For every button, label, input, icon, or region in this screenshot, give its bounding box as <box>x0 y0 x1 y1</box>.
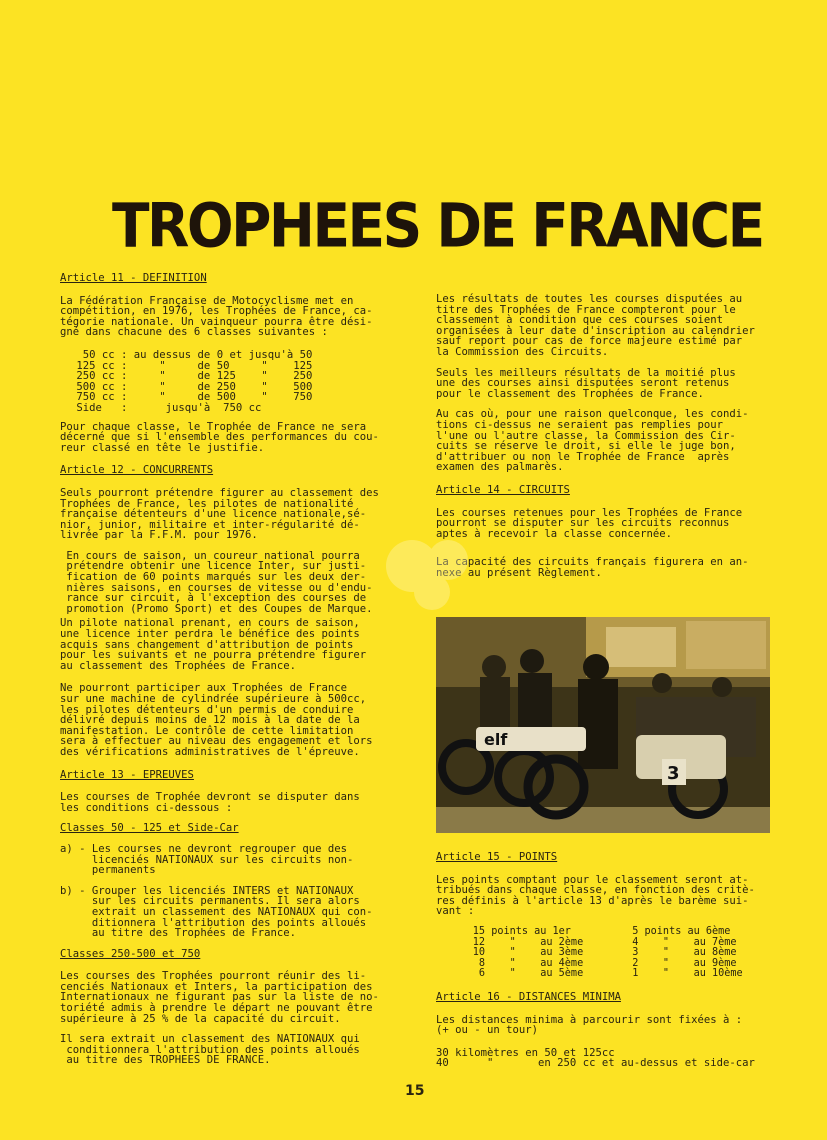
article-12-heading: Article 12 - CONCURRENTS <box>60 464 214 477</box>
article-13-paragraph: Les courses de Trophée devront se disputer dans les conditions ci-dessous : <box>60 791 360 814</box>
article-13-paragraph-conditions: Au cas où, pour une raison quelconque, les condi- tions ci-dessus ne seraient pas remplies pour l'une ou l'autre classe, la Commission des Cir- cuits se réserve le droit, si elle le juge bon, d'attribuer ou non le Trophée de France après examen des palmarès. <box>436 408 749 474</box>
racing-photo <box>436 617 770 833</box>
right-column <box>436 294 766 588</box>
classes-250-750-paragraph-2: Il sera extrait un classement des NATIONAUX qui conditionnera l'attribution des points alloués au titre des TROPHEES DE FRANCE. <box>60 1033 360 1067</box>
distances-list: 30 kilomètres en 50 et 125cc 40 " en 250 cc et au-dessus et side-car <box>436 1046 755 1070</box>
article-15-heading: Article 15 - POINTS <box>436 851 558 863</box>
sponsor-label: elf <box>484 730 508 749</box>
article-13-heading: Article 13 - EPREUVES <box>60 768 194 781</box>
article-11-heading: Article 11 - DEFINITION <box>60 272 207 284</box>
points-table: 15 points au 1er 5 points au 6ème 12 " au 2ème 4 " au 7ème 10 " au 3ème 3 " au 8ème 8 " au 4ème 2 " au 9ème 6 " au 5ème 1 " au 10ème <box>472 925 743 980</box>
article-16-paragraph: Les distances minima à parcourir sont fixées à : (+ ou - un tour) <box>436 1013 743 1037</box>
article-12-paragraph-4: Ne pourront participer aux Trophées de France sur une machine de cylindrée supérieure à 500cc, les pilotes détenteurs d'un permis de conduire délivré depuis moins de 12 mois à la date de la manifestation. Le contrôle de cette limitation sera à effectuer au niveau des engagement et lors des vérifications administratives de l'épreuve. <box>60 682 373 758</box>
rule-a: a) - Les courses ne devront regrouper que des licenciés NATIONAUX sur les circuits non- permanents <box>60 842 354 877</box>
rule-b: b) - Grouper les licenciés INTERS et NATIONAUX sur les circuits permanents. Il sera alors extrait un classement des NATIONAUX qui con- ditionnera l'attribution des points alloués au titre des Trophées de France. <box>60 884 373 940</box>
article-12-paragraph: Seuls pourront prétendre figurer au classement des Trophées de France, les pilotes de nationalité française détenteurs d'une licence nationale,sé- nior, junior, militaire et inter-régularité dé- livrée par la F.F.M. pour 1976. <box>60 486 379 542</box>
left-column <box>60 273 390 1076</box>
article-15-paragraph: Les points comptant pour le classement seront at- tribués dans chaque classe, en fonction des critè- res définis à l'article 13 d'après le barème sui- vant : <box>436 873 755 918</box>
article-14-paragraph: Les courses retenues pour les Trophées de France pourront se disputer sur les circuits reconnus aptes à recevoir la classe concernée. <box>436 506 743 540</box>
article-14-heading: Article 14 - CIRCUITS <box>436 483 570 496</box>
classes-250-750-heading: Classes 250-500 et 750 <box>60 947 201 960</box>
article-11-paragraph-2: Pour chaque classe, le Trophée de France ne sera décerné que si l'ensemble des performances du cou- reur classé en tête le justifie. <box>60 420 379 454</box>
article-13-paragraph-results: Les résultats de toutes les courses disputées au titre des Trophées de France compteront pour le classement à condition que ces courses soient organisées à leur date d'inscription au calendrier sauf report pour cas de force majeure estimé par la Commission des Circuits. <box>436 293 755 358</box>
page-title: TROPHEES DE FRANCE <box>112 190 763 261</box>
article-14-paragraph-2: capacité des circuits français figurera en an- au présent Règlement. <box>455 556 749 579</box>
article-11-paragraph: La Fédération Française de Motocyclisme met en compétition, en 1976, les Trophées de France, ca- tégorie nationale. Un vainqueur pourra être dési- gné dans chacune des 6 classes suivantes : <box>60 294 373 339</box>
motorcycle-race-illustration <box>436 617 770 833</box>
article-12-paragraph-2: En cours de saison, un coureur national pourra prétendre obtenir une licence Inter, sur justi- fication de 60 points marqués sur les deux der- nières saisons, en courses de vitesse ou d'endu- rance sur circuit, à l'exception des courses de promotion (Promo Sport) et des Coupes de Marque. <box>66 549 373 615</box>
bike-number: 3 <box>667 763 680 784</box>
classes-50-125-heading: Classes 50 - 125 et Side-Car <box>60 822 239 835</box>
right-column-lower <box>436 852 766 1079</box>
page-number: 15 <box>405 1083 425 1099</box>
watermark-logo-icon <box>380 526 480 616</box>
article-12-paragraph-3: Un pilote national prenant, en cours de saison, une licence inter perdra le bénéfice des points acquis sans changement d'attribution de points pour les suivants et ne pourra prétendre figurer au classement des Trophées de France. <box>60 617 367 672</box>
article-13-paragraph-best: Seuls les meilleurs résultats de la moitié plus une des courses ainsi disputées seront retenus pour le classement des Trophées de France. <box>436 366 736 400</box>
article-16-heading: Article 16 - DISTANCES MINIMA <box>436 990 621 1003</box>
classes-250-750-paragraph: Les courses des Trophées pourront réunir des li- cenciés Nationaux et Inters, la participation des Internationaux ne figurant pas sur la liste de no- toriété admis à prendre le départ ne pouvant être supérieure à 25 % de la capacité du circuit. <box>60 970 379 1025</box>
class-list: 50 cc : au dessus de 0 et jusqu'à 50 125 cc : " de 50 " 125 250 cc : " de 125 " 250 500 cc : " de 250 " 500 750 cc : " de 500 " 750 Side : jusqu'à 750 cc <box>76 348 313 414</box>
